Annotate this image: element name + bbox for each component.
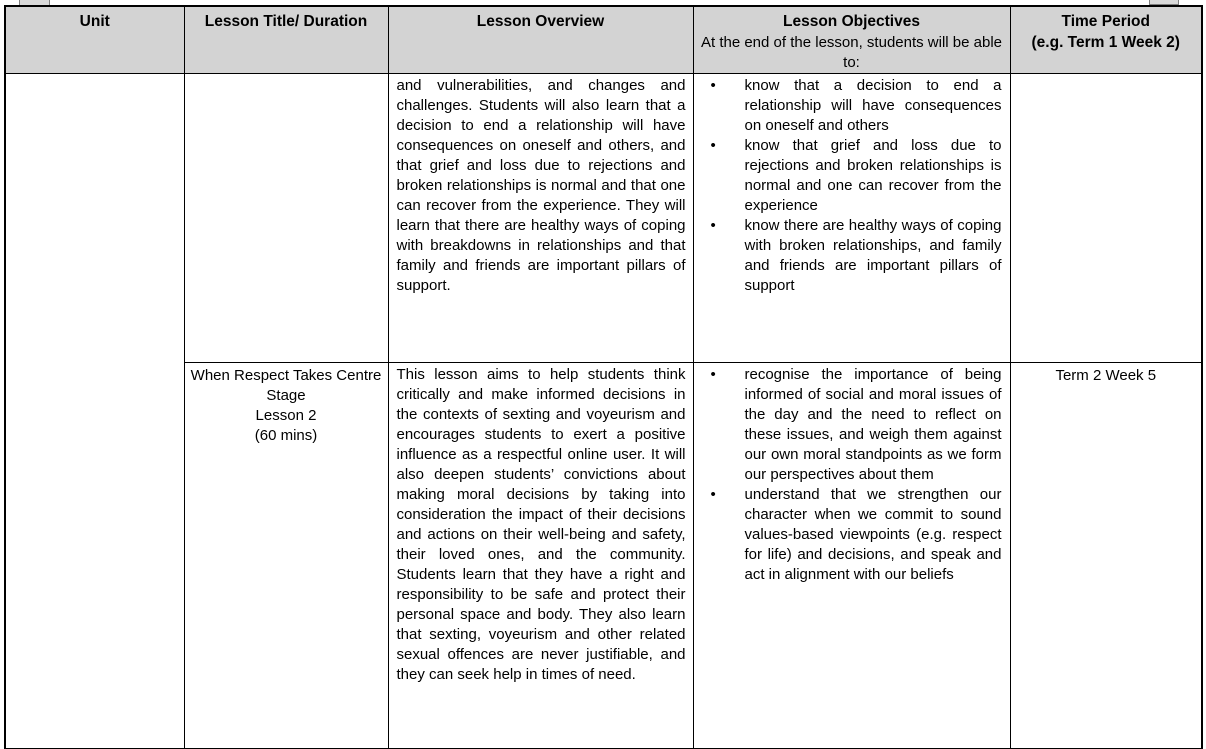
header-lesson-objectives-subtitle: At the end of the lesson, students will be able to: (700, 34, 1003, 71)
objective-item: • understand that we strengthen our character when we commit to sound values-based viewpoints (e.g. respect for life) and decisions, and speak and act in alignment with our beliefs (694, 485, 1002, 585)
cell-time-period (1010, 363, 1202, 749)
header-lesson-title-label: Lesson Title/ Duration (204, 13, 368, 30)
cell-lesson-objectives (693, 74, 1010, 363)
cell-lesson-overview (388, 74, 693, 363)
header-lesson-overview-label: Lesson Overview (476, 13, 605, 30)
header-unit (5, 6, 184, 74)
cell-unit (5, 74, 184, 749)
objective-item: • know that grief and loss due to rejections and broken relationships is normal and one can recover from the experience (694, 136, 1002, 216)
cell-lesson-title (184, 363, 388, 749)
header-lesson-overview (388, 6, 693, 74)
objective-item: • know there are healthy ways of coping with broken relationships, and family and friends are important pillars of support (694, 216, 1002, 296)
lesson-duration-value: (60 mins) (254, 427, 318, 444)
lesson-overview-text: and vulnerabilities, and changes and challenges. Students will also learn that a decision to end a relationship will have consequences on oneself and others, and that grief and loss due to rejections and broken relationships is normal and that one can recover from the experience. They will learn that there are healthy ways of coping with breakdowns in relationships and that family and friends are important pillars of support. (396, 77, 686, 294)
objectives-list (694, 76, 1002, 296)
header-time-period (1010, 6, 1202, 74)
header-time-period-example: (e.g. Term 1 Week 2) (1031, 34, 1180, 51)
cell-lesson-title (184, 74, 388, 363)
lesson-title-value: When Respect Takes Centre Stage (190, 367, 382, 404)
header-row (5, 6, 1202, 74)
header-lesson-objectives (693, 6, 1010, 74)
time-period-value: Term 2 Week 5 (1055, 367, 1157, 384)
objective-item: • recognise the importance of being informed of social and moral issues of the day and the need to reflect on these issues, and weigh them against our own moral standpoints as we form our perspectives about them (694, 365, 1002, 485)
header-time-period-label: Time Period (1061, 13, 1150, 30)
cell-lesson-objectives (693, 363, 1010, 749)
objectives-list (694, 365, 1002, 585)
lesson-overview-text: This lesson aims to help students think critically and make informed decisions in the contexts of sexting and voyeurism and encourages students to exert a positive influence as a respectful online user. It will also deepen students’ convictions about making moral decisions by taking into consideration the impact of their decisions and actions on their well-being and safety, their loved ones, and the community. Students learn that they have a right and responsibility to be safe and protect their personal space and body. They also learn that sexting, voyeurism and other related sexual offences are never justifiable, and they can seek help in times of need. (396, 366, 686, 683)
lesson-number-value: Lesson 2 (255, 407, 317, 424)
table-row (5, 363, 1202, 749)
header-unit-label: Unit (79, 13, 110, 30)
objective-item: • know that a decision to end a relationship will have consequences on oneself and others (694, 76, 1002, 136)
header-lesson-objectives-label: Lesson Objectives (783, 13, 920, 30)
lesson-plan-table (4, 5, 1203, 749)
header-lesson-title (184, 6, 388, 74)
table-row (5, 74, 1202, 363)
cell-lesson-overview (388, 363, 693, 749)
cell-time-period (1010, 74, 1202, 363)
